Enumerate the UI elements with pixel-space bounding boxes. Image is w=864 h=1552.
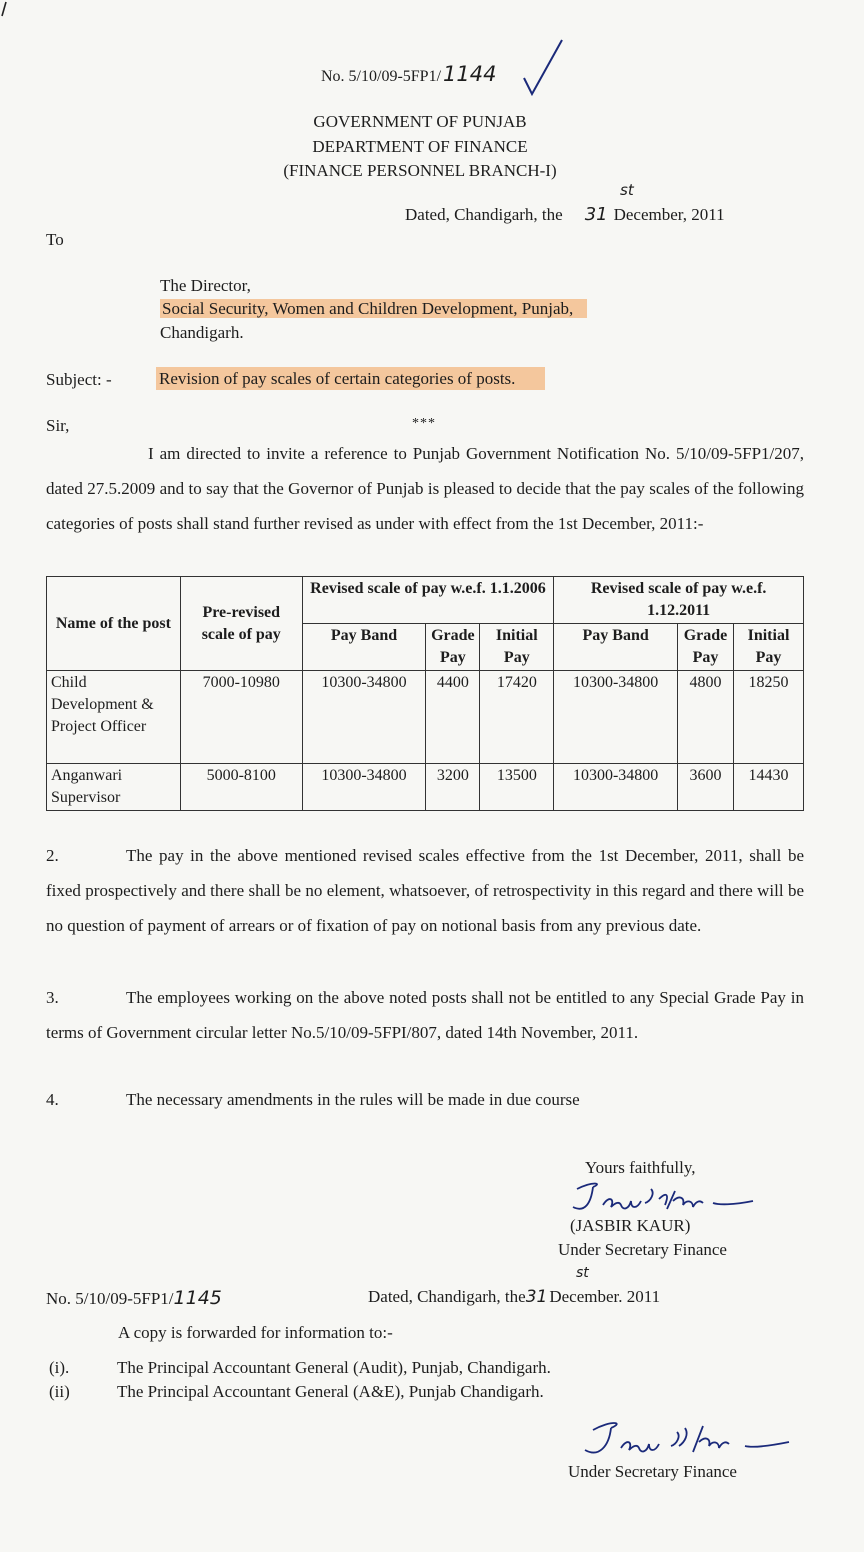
paragraph-1: I am directed to invite a reference to Punjab Government Notification No. 5/10/09-5FP1/207, dated 27.5.2009 and to say that the Governor of Punjab is pleased to decide that the pay scales of the following categories of posts shall stand further revised as under with effect from the 1st December, 2011:-	[46, 444, 804, 533]
date-day-handwritten: 31	[584, 204, 608, 225]
endorsement-ref-number	[46, 1287, 222, 1309]
addressee-line2: Chandigarh.	[160, 323, 244, 342]
paragraph-4	[46, 1082, 804, 1117]
signature-image	[563, 1177, 763, 1221]
subject-label: Subject: -	[46, 370, 112, 389]
signatory-designation: Under Secretary Finance	[558, 1240, 727, 1259]
closing: Yours faithfully,	[585, 1158, 696, 1177]
table-header-row	[47, 577, 804, 624]
signatory-name: (JASBIR KAUR)	[570, 1216, 691, 1235]
subject	[156, 369, 545, 389]
subheader-grade-pay-2: Grade Pay	[678, 624, 734, 671]
addressee-title: The Director,	[160, 276, 251, 295]
subheader-initial-pay-2: Initial Pay	[734, 624, 804, 671]
endorsement-designation: Under Secretary Finance	[568, 1462, 737, 1481]
endorsement-date-suffix: st	[576, 1265, 589, 1281]
copy-2-number: (ii)	[49, 1382, 70, 1401]
endorsement-ref-handwritten: 1145	[173, 1287, 222, 1309]
letter-ref-number	[321, 62, 496, 86]
endorsement-date-rest: December. 2011	[549, 1287, 661, 1306]
cell-pre-revised: 5000-8100	[180, 764, 302, 811]
dept-heading: DEPARTMENT OF FINANCE	[312, 137, 528, 156]
separator-stars: ***	[412, 416, 436, 431]
cell-grade-pay-1: 3200	[426, 764, 480, 811]
cell-post-name: Child Development & Project Officer	[47, 671, 181, 764]
endorsement-date	[368, 1287, 660, 1307]
table-row	[47, 671, 804, 764]
cell-pay-band-1: 10300-34800	[302, 764, 426, 811]
cell-grade-pay-2: 3600	[678, 764, 734, 811]
cell-pay-band-2: 10300-34800	[554, 764, 678, 811]
paragraph-4-number: 4.	[46, 1090, 59, 1109]
subheader-initial-pay-1: Initial Pay	[480, 624, 554, 671]
paragraph-3	[46, 980, 804, 1050]
salutation: Sir,	[46, 416, 70, 435]
date-month-year: December, 2011	[613, 205, 725, 224]
paragraph-3-text: The employees working on the above noted posts shall not be entitled to any Special Grade Pay in terms of Government circular letter No.5/10/09-5FPI/807, dated 14th November, 2011.	[46, 988, 804, 1042]
cell-pay-band-1: 10300-34800	[302, 671, 426, 764]
copy-1-recipient: The Principal Accountant General (Audit), Punjab, Chandigarh.	[117, 1358, 551, 1377]
endorsement-signature-image	[575, 1418, 795, 1464]
endorsement-ref-printed: No. 5/10/09-5FP1/	[46, 1289, 174, 1308]
letter-date	[405, 204, 725, 225]
pay-scale-table	[46, 576, 804, 811]
date-prefix: Dated, Chandigarh, the	[405, 205, 563, 224]
subheader-grade-pay-1: Grade Pay	[426, 624, 480, 671]
header-revised-2011: Revised scale of pay w.e.f. 1.12.2011	[554, 577, 804, 624]
header-pre-revised: Pre-revised scale of pay	[180, 577, 302, 671]
copy-2-recipient: The Principal Accountant General (A&E), Punjab Chandigarh.	[117, 1382, 544, 1401]
subject-text: Revision of pay scales of certain categories of posts.	[156, 367, 545, 390]
copy-1-number: (i).	[49, 1358, 70, 1377]
ref-number-printed: No. 5/10/09-5FP1/	[321, 68, 442, 85]
cell-pre-revised: 7000-10980	[180, 671, 302, 764]
endorsement-date-day: 31	[525, 1287, 548, 1307]
addressee-line1	[160, 299, 587, 319]
subheader-pay-band-2: Pay Band	[554, 624, 678, 671]
ref-number-handwritten: 1144	[443, 62, 497, 86]
paragraph-2-text: The pay in the above mentioned revised scales effective from the 1st December, 2011, shall be fixed prospectively and there shall be no element, whatsoever, of retrospectivity in this regard and there will be no question of payment of arrears or of fixation of pay on notional basis from any previous date.	[46, 846, 804, 935]
cell-initial-pay-1: 13500	[480, 764, 554, 811]
pen-mark-icon	[0, 0, 18, 18]
header-revised-2006: Revised scale of pay w.e.f. 1.1.2006	[302, 577, 554, 624]
branch-heading: (FINANCE PERSONNEL BRANCH-I)	[283, 161, 557, 180]
cell-initial-pay-1: 17420	[480, 671, 554, 764]
paragraph-2-number: 2.	[46, 846, 59, 865]
addressee-line1-text: Social Security, Women and Children Development, Punjab,	[160, 299, 587, 318]
cell-pay-band-2: 10300-34800	[554, 671, 678, 764]
to-label: To	[46, 230, 64, 249]
paragraph-3-number: 3.	[46, 988, 59, 1007]
paragraph-2	[46, 838, 804, 943]
date-suffix-handwritten: st	[620, 181, 634, 199]
cell-initial-pay-2: 14430	[734, 764, 804, 811]
forward-text: A copy is forwarded for information to:-	[118, 1323, 393, 1342]
endorsement-date-prefix: Dated, Chandigarh, the	[368, 1287, 526, 1306]
subheader-pay-band-1: Pay Band	[302, 624, 426, 671]
paragraph-4-text: The necessary amendments in the rules will be made in due course	[126, 1090, 580, 1109]
cell-post-name: Anganwari Supervisor	[47, 764, 181, 811]
govt-heading: GOVERNMENT OF PUNJAB	[313, 112, 527, 131]
cell-initial-pay-2: 18250	[734, 671, 804, 764]
checkmark-icon	[518, 38, 568, 96]
cell-grade-pay-1: 4400	[426, 671, 480, 764]
header-post-name: Name of the post	[47, 577, 181, 671]
cell-grade-pay-2: 4800	[678, 671, 734, 764]
table-row	[47, 764, 804, 811]
